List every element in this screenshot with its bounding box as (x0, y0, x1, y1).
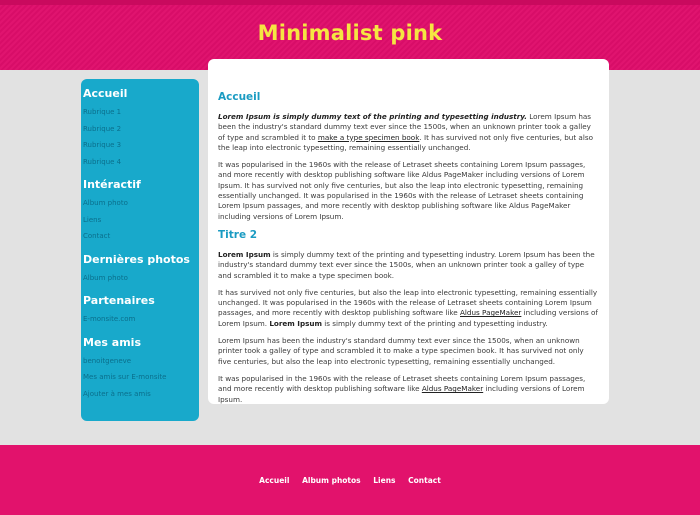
sidebar-link-album-photo-2[interactable]: Album photo (83, 273, 128, 282)
paragraph: It was popularised in the 1960s with the release of Letraset sheets containing Lorem Ipsum passages, and more recently with desktop publishing software like Aldus PageMaker including versions of Lorem Ipsum. (218, 373, 586, 404)
site-title[interactable]: Minimalist pink (257, 21, 443, 45)
aldus-link-2[interactable]: Aldus PageMaker (421, 384, 484, 394)
main-content (208, 59, 609, 404)
footer-link-album[interactable]: Album photos (302, 476, 361, 485)
sidebar-link-rubrique-2[interactable]: Rubrique 2 (83, 124, 122, 133)
sidebar-section-partenaires (83, 294, 199, 328)
sidebar-link-rubrique-1[interactable]: Rubrique 1 (83, 108, 122, 116)
specimen-link[interactable]: make a type specimen book (317, 132, 420, 142)
sidebar-link-benoitgeneve[interactable]: benoitgeneve (83, 356, 132, 365)
footer (0, 445, 700, 515)
footer-link-contact[interactable]: Contact (408, 476, 441, 485)
sidebar-title: Intéractif (83, 178, 141, 191)
sidebar-section-photos (83, 253, 199, 287)
sidebar-link-ajouter-amis[interactable]: Ajouter à mes amis (83, 389, 151, 398)
sidebar-section-accueil (83, 87, 199, 170)
sidebar-title: Mes amis (83, 335, 141, 349)
sidebar-section-amis (83, 336, 199, 403)
paragraph: It was popularised in the 1960s with the release of Letraset sheets containing Lorem Ipsum passages, and more recently with desktop publishing software like Aldus PageMaker including versions of Lorem Ipsum. It has survived not only five centuries, but also the leap into electronic typesetting, remaining essentially unchanged. It was popularised in the 1960s with the release of Letraset sheets containing Lorem Ipsum passages, and more recently with desktop publishing software like Aldus PageMaker including versions of Lorem Ipsum. (218, 160, 586, 221)
sidebar-link-mes-amis[interactable]: Mes amis sur E-monsite (83, 373, 167, 381)
sidebar (81, 79, 199, 421)
sidebar-title: Accueil (83, 87, 128, 100)
sidebar-title: Partenaires (83, 294, 155, 307)
section-title: Titre 2 (218, 228, 258, 241)
page-title: Accueil (218, 91, 261, 103)
footer-link-accueil[interactable]: Accueil (259, 476, 290, 485)
paragraph: Lorem Ipsum is simply dummy text of the printing and typesetting industry. Lorem Ipsum has been the industry's standard dummy text ever since the 1500s, when an unknown printer took a galley of type and scrambled it to make a type specimen book. It has survived not only five centuries, but also the leap into electronic typesetting, remaining essentially unchanged. (218, 112, 593, 152)
footer-nav (0, 476, 700, 485)
sidebar-link-rubrique-3[interactable]: Rubrique 3 (83, 141, 122, 149)
sidebar-link-rubrique-4[interactable]: Rubrique 4 (83, 157, 122, 166)
aldus-link[interactable]: Aldus PageMaker (460, 308, 522, 318)
paragraph: Lorem Ipsum has been the industry's standard dummy text ever since the 1500s, when an unknown printer took a galley of type and scrambled it to make a type specimen book. It has survived not only five centuries, but also the leap into electronic typesetting, remaining essentially unchanged. (218, 336, 584, 366)
paragraph: Lorem Ipsum is simply dummy text of the printing and typesetting industry. Lorem Ipsum has been the industry's standard dummy text ever since the 1500s, when an unknown printer took a galley of type and scrambled it to make a type specimen book. (218, 249, 595, 280)
footer-link-liens[interactable]: Liens (373, 476, 396, 485)
sidebar-section-interactif (83, 178, 199, 245)
sidebar-link-liens[interactable]: Liens (83, 215, 102, 224)
sidebar-title: Dernières photos (83, 252, 190, 266)
sidebar-link-contact[interactable]: Contact (83, 232, 111, 240)
sidebar-link-emonsite[interactable]: E-monsite.com (83, 315, 136, 323)
sidebar-link-album-photo[interactable]: Album photo (83, 199, 128, 207)
paragraph: It has survived not only five centuries, but also the leap into electronic typesetting, remaining essentially unchanged. It was popularised in the 1960s with the release of Letraset sheets containing Lorem Ipsum passages, and more recently with desktop publishing software like Aldus PageMaker including versions of Lorem Ipsum. Lorem Ipsum is simply dummy text of the printing and typesetting industry. (218, 287, 598, 328)
